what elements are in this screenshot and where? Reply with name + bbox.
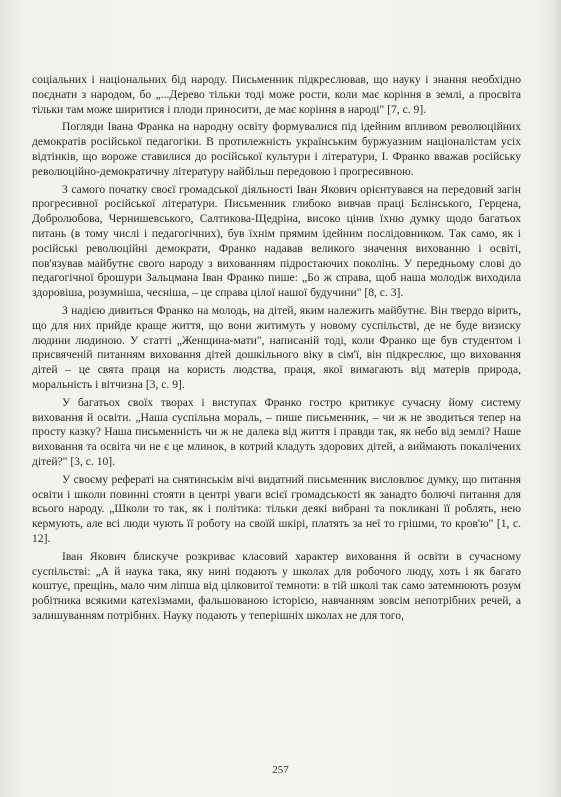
page-edge-shadow bbox=[551, 0, 561, 797]
paragraph-6: У своєму рефераті на снятинськім вічі видатний письменник висловлює думку, що питання освіти і школи повинні стояти в центрі уваги всієї громадськості як занадто болючі питання для всього народу. „Школи то так, як і політика: тільки деякі вибрані та покликані її роблять, нею кермують, але всі люди чують її роботу на своїй шкірі, платять за неї то грішми, то кров'ю" [1, с. 12]. bbox=[32, 472, 521, 545]
paragraph-2: Погляди Івана Франка на народну освіту формувалися під ідейним впливом революційних демократів російської педагогіки. В протилежність українським буржуазним націоналістам усіх відтінків, що вороже ставилися до російської культури і літератури, І. Франко вважав російську революційно-демократичну літературу найбільш передовою і прогресивною. bbox=[32, 120, 521, 178]
paragraph-4: З надією дивиться Франко на молодь, на дітей, яким належить майбутнє. Він твердо вірить, що для них прийде краще життя, що вони житимуть у новому суспільстві, де не буде визиску людини людиною. У статті „Женщина-мати", написаній тоді, коли Франко ще був студентом і присвяченій питанням виховання дітей дошкільного віку в сім'ї, він підкреслює, що виховання дітей – це свята праця на користь людства, праця, якої вимагають від матерів природа, моральність і вітчизна [3, с. 9]. bbox=[32, 303, 521, 391]
body-text bbox=[32, 73, 521, 627]
paragraph-3: З самого початку своєї громадської діяльності Іван Якович орієнтувався на передовий загін прогресивної російської літератури. Письменник глибоко вивчав праці Бєлінського, Герцена, Добролюбова, Чернишевського, Салтикова-Щедріна, високо цінив їхню думку щодо багатьох питань (в тому числі і педагогічних), був їхнім прямим ідейним послідовником. Так само, як і російські революційні демократи, Франко надавав великого значення вихованню і освіті, пов'язував майбутнє свого народу з вихованням підростаючих поколінь. У передньому слові до педагогічної брошури Зальцмана Іван Франко пише: „Бо ж справа, щоб наша молодіж виходила здоровіша, розумніша, чесніша, – це справа цілої нашої будучини" [8, с. 3]. bbox=[32, 182, 521, 300]
paragraph-5: У багатьох своїх творах і виступах Франко гостро критикує сучасну йому систему виховання й освіти. „Наша суспільна мораль, – пише письменник, – чи ж не зводиться тепер на просту казку? Наша письменність чи ж не далека від життя і правди так, як небо від землі? Наше виховання та освіта чи не є це млинок, в котрий кладуть здорових дітей, а виймають покалічених дітей?" [3, с. 10]. bbox=[32, 395, 521, 468]
page-number: 257 bbox=[272, 764, 289, 776]
paragraph-7: Іван Якович блискуче розкриває класовий характер виховання й освіти в сучасному суспільстві: „А й наука така, яку нині подають у школах для робочого люду, хоть і як багато коштує, прещінь, мало чим ліпша від цілковитої темноти: в тій школі так само затемнюють розум робітника всякими катехізмами, фальшованою історією, навчанням зовсім непотрібних речей, а залишуванням потрібних. Науку подають у теперішніх школах не для того, bbox=[32, 549, 521, 622]
paragraph-1: соціальних і національних бід народу. Письменник підкреслював, що науку і знання необхідно поєднати з народом, бо „...Дерево тільки тоді може рости, коли має коріння в землі, а просвіта тільки там може ширитися і плоди приносити, де має коріння в народі" [7, с. 9]. bbox=[32, 73, 521, 116]
